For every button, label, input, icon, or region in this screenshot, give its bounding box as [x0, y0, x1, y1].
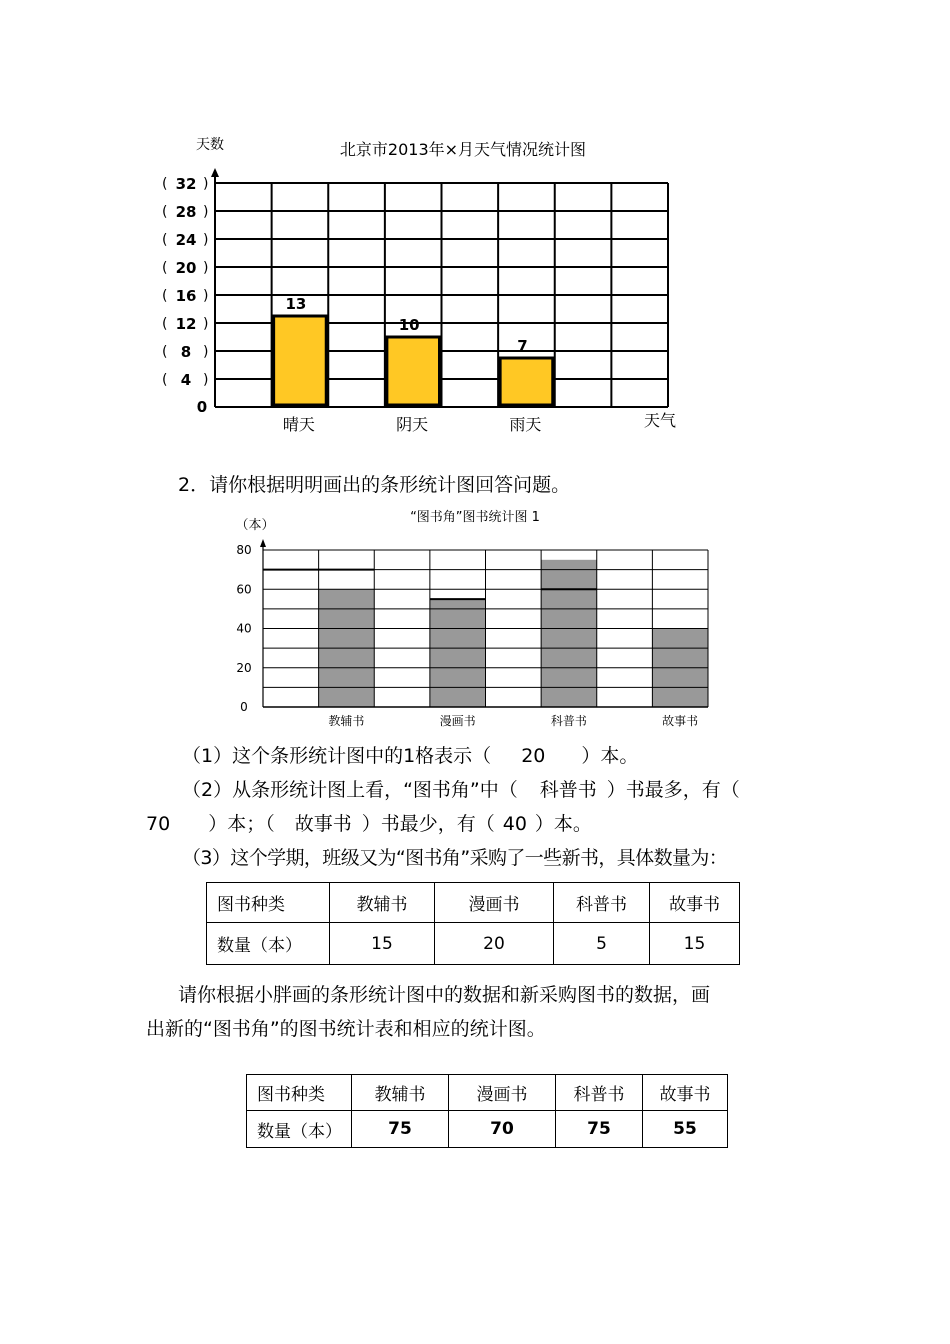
q2-1-line	[182, 747, 638, 766]
table-cell: 15	[650, 923, 740, 965]
weather-data-label: 13	[285, 295, 307, 313]
q2-2-part1: （2）从条形统计图上看，“图书角”中（	[182, 779, 518, 801]
table-cell: 75	[556, 1111, 643, 1148]
weather-y-axis-label: 天数	[196, 137, 224, 153]
q2-1-suffix: ）本。	[581, 745, 639, 767]
q2-2-part2: ）书最多，有（	[606, 779, 740, 801]
weather-y-tick-label: 8	[180, 343, 192, 361]
table-header-cell: 故事书	[643, 1075, 728, 1111]
books-category-label: 故事书	[662, 714, 699, 728]
instruction-line-1: 请你根据小胖画的条形统计图中的数据和新采购图书的数据，画	[178, 984, 711, 1006]
books-bars	[319, 560, 708, 707]
weather-y-tick-label: 28	[175, 203, 197, 221]
weather-bar	[274, 316, 327, 405]
table-header-cell: 科普书	[554, 883, 650, 923]
weather-y-tick-close: )	[203, 344, 209, 360]
table-row	[247, 1075, 728, 1111]
table-cell: 20	[435, 923, 554, 965]
weather-y-tick-label: 24	[175, 231, 197, 249]
weather-bar	[387, 337, 440, 405]
table-cell: 70	[449, 1111, 556, 1148]
table-header-cell: 漫画书	[435, 883, 554, 923]
weather-y-tick-label: 20	[175, 259, 197, 277]
q2-2-answer-least: 故事书	[294, 813, 352, 835]
table-header-cell: 图书种类	[207, 883, 330, 923]
books-chart-title: “图书角”图书统计图 1	[410, 510, 540, 525]
books-y-tick-label: 80	[236, 543, 252, 557]
table-cell: 5	[554, 923, 650, 965]
weather-y-tick-open: (	[162, 260, 168, 276]
table-cell: 55	[643, 1111, 728, 1148]
weather-y-tick-open: (	[162, 372, 168, 388]
table-header-cell: 科普书	[556, 1075, 643, 1111]
weather-y-tick-close: )	[203, 316, 209, 332]
weather-chart-title: 北京市2013年×月天气情况统计图	[339, 140, 587, 159]
weather-y-tick-label: 4	[180, 371, 192, 389]
q2-2-line-a	[182, 781, 740, 800]
books-y-tick-label: 60	[236, 582, 252, 597]
q2-2-answer-most-count: 70	[146, 813, 171, 835]
weather-x-axis-label: 天气	[643, 411, 677, 430]
weather-category-label: 雨天	[509, 415, 542, 434]
books-y-axis-arrow	[260, 539, 266, 547]
table-row	[207, 923, 740, 965]
q2-2-part4: ）书最少，有（	[361, 813, 495, 835]
q2-2-part3: ）本；（	[208, 813, 275, 835]
books-bar	[430, 599, 486, 707]
books-y-tick-label: 40	[236, 621, 252, 636]
weather-y-tick-label: 16	[175, 287, 197, 305]
books-y-tick-label: 20	[236, 660, 252, 675]
weather-chart	[150, 125, 710, 445]
weather-categories	[283, 415, 542, 434]
weather-y-tick-label: 12	[175, 315, 197, 333]
books-category-label: 科普书	[550, 714, 587, 728]
weather-bar	[500, 358, 553, 405]
weather-y-tick-close: )	[203, 372, 209, 388]
q2-2-answer-least-count: 40	[502, 813, 527, 835]
q2-2-answer-most: 科普书	[539, 779, 597, 801]
weather-y-tick-close: )	[203, 288, 209, 304]
q2-3-line: （3）这个学期，班级又为“图书角”采购了一些新书，具体数量为：	[182, 847, 728, 869]
books-category-label: 漫画书	[439, 714, 476, 728]
weather-y-tick-open: (	[162, 204, 168, 220]
weather-y-axis-arrow	[211, 168, 219, 177]
weather-category-label: 阴天	[396, 415, 429, 434]
weather-y-tick-close: )	[203, 260, 209, 276]
table-header-cell: 图书种类	[247, 1075, 352, 1111]
books-category-label: 教辅书	[328, 714, 365, 728]
weather-y-tick-close: )	[203, 204, 209, 220]
table-header-cell: 教辅书	[352, 1075, 449, 1111]
table-cell: 数量（本）	[247, 1111, 352, 1148]
books-y-tick-label: 0	[240, 700, 248, 714]
table-row	[247, 1111, 728, 1148]
weather-y-tick-open: (	[162, 316, 168, 332]
table-row	[207, 883, 740, 923]
books-chart	[225, 505, 725, 735]
q2-2-line-b	[146, 815, 592, 834]
weather-y-tick-close: )	[203, 176, 209, 192]
books-y-axis-label: （本）	[235, 518, 275, 533]
books-categories	[328, 713, 698, 728]
weather-data-label: 10	[398, 316, 420, 334]
weather-category-label: 晴天	[282, 415, 315, 434]
weather-y-tick-open: (	[162, 176, 168, 192]
weather-data-label: 7	[517, 337, 528, 355]
q2-1-prefix: （1）这个条形统计图中的1格表示（	[182, 745, 492, 767]
weather-y-tick-open: (	[162, 288, 168, 304]
books-bar	[541, 560, 597, 707]
q2-1-answer: 20	[521, 745, 546, 767]
weather-y-ticks	[162, 175, 208, 389]
q2-heading: 2．请你根据明明画出的条形统计图回答问题。	[178, 474, 571, 496]
weather-y-tick-close: )	[203, 232, 209, 248]
answer-table	[246, 1074, 728, 1148]
books-y-ticks	[236, 543, 251, 714]
q2-2-part5: ）本。	[534, 813, 592, 835]
table-header-cell: 漫画书	[449, 1075, 556, 1111]
new-books-table	[206, 882, 740, 965]
weather-y-tick-open: (	[162, 232, 168, 248]
instruction-line-2: 出新的“图书角”的图书统计表和相应的统计图。	[146, 1018, 546, 1040]
table-cell: 数量（本）	[207, 923, 330, 965]
table-cell: 75	[352, 1111, 449, 1148]
table-header-cell: 教辅书	[330, 883, 435, 923]
weather-y-tick-open: (	[162, 344, 168, 360]
table-cell: 15	[330, 923, 435, 965]
table-header-cell: 故事书	[650, 883, 740, 923]
weather-y-tick-label: 32	[175, 175, 197, 193]
weather-origin-label: 0	[196, 398, 208, 416]
